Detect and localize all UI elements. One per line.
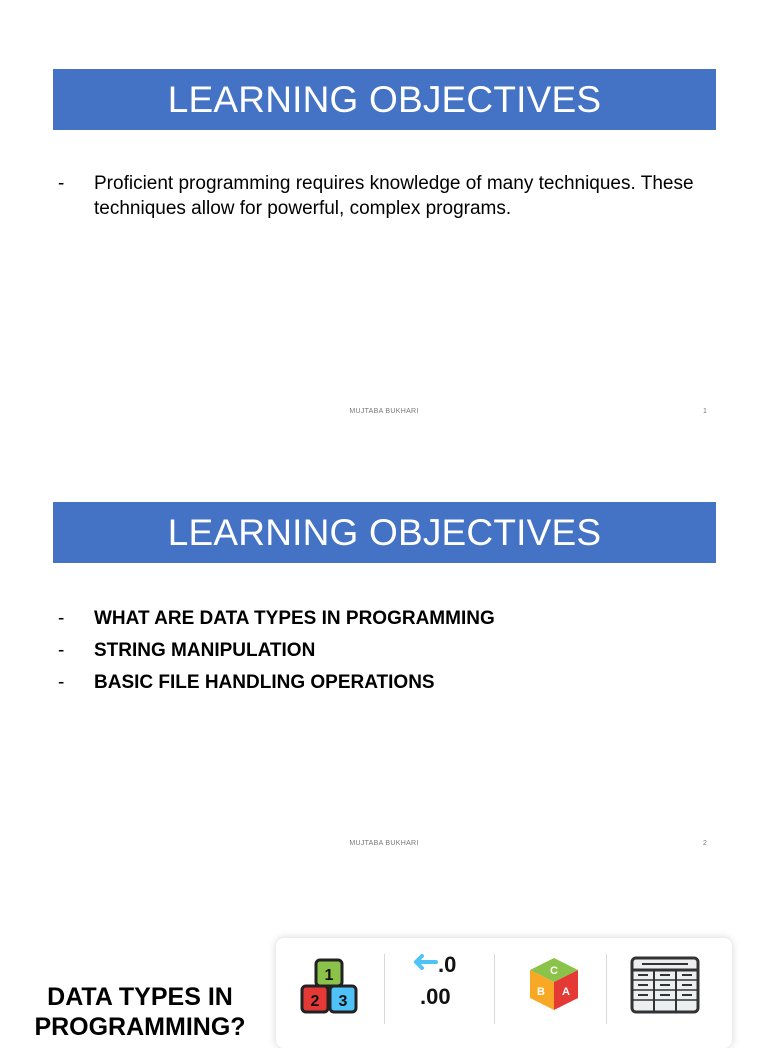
divider [606, 954, 607, 1024]
bullet-text: STRING MANIPULATION [94, 640, 316, 661]
bullet-dash: - [58, 672, 65, 693]
block-digit: 2 [310, 993, 320, 1010]
divider [494, 954, 495, 1024]
list-item [58, 603, 728, 635]
page-number: 2 [703, 840, 707, 847]
slide-title: LEARNING OBJECTIVES [53, 502, 716, 563]
cube-letter: A [562, 986, 570, 998]
number-blocks-icon [296, 954, 366, 1024]
slide-title: LEARNING OBJECTIVES [53, 69, 716, 130]
bullet-dash: - [58, 608, 65, 629]
bullet-list [58, 171, 728, 221]
slide-2 [0, 432, 768, 864]
bullet-list [58, 603, 728, 699]
table-icon [628, 954, 702, 1024]
bullet-dash: - [58, 640, 65, 661]
footer-author: MUJTABA BUKHARI [349, 408, 419, 415]
block-digit: 1 [324, 967, 334, 984]
bullet-dash: - [58, 173, 65, 194]
data-type-icons-card [276, 938, 732, 1048]
page-number: 1 [703, 408, 707, 415]
bullet-text: Proficient programming requires knowledge of many techniques. These techniques allow for powerful, complex programs. [94, 173, 694, 219]
bullet-text: BASIC FILE HANDLING OPERATIONS [94, 672, 435, 693]
list-item [58, 667, 728, 699]
slide-3 [0, 864, 768, 1041]
bullet-text: WHAT ARE DATA TYPES IN PROGRAMMING [94, 608, 495, 629]
decimal-top: .0 [438, 952, 457, 977]
block-digit: 3 [338, 993, 348, 1010]
footer-author: MUJTABA BUKHARI [349, 840, 419, 847]
list-item [58, 635, 728, 667]
decimal-bottom: .00 [420, 984, 451, 1009]
slide-1 [0, 0, 768, 432]
abc-cube-icon [524, 954, 584, 1024]
decimal-icon [406, 954, 486, 1024]
divider [384, 954, 385, 1024]
list-item [58, 171, 728, 221]
cube-letter: C [550, 965, 558, 977]
slide-title: DATA TYPES IN PROGRAMMING? [34, 983, 246, 1041]
cube-letter: B [537, 986, 545, 998]
